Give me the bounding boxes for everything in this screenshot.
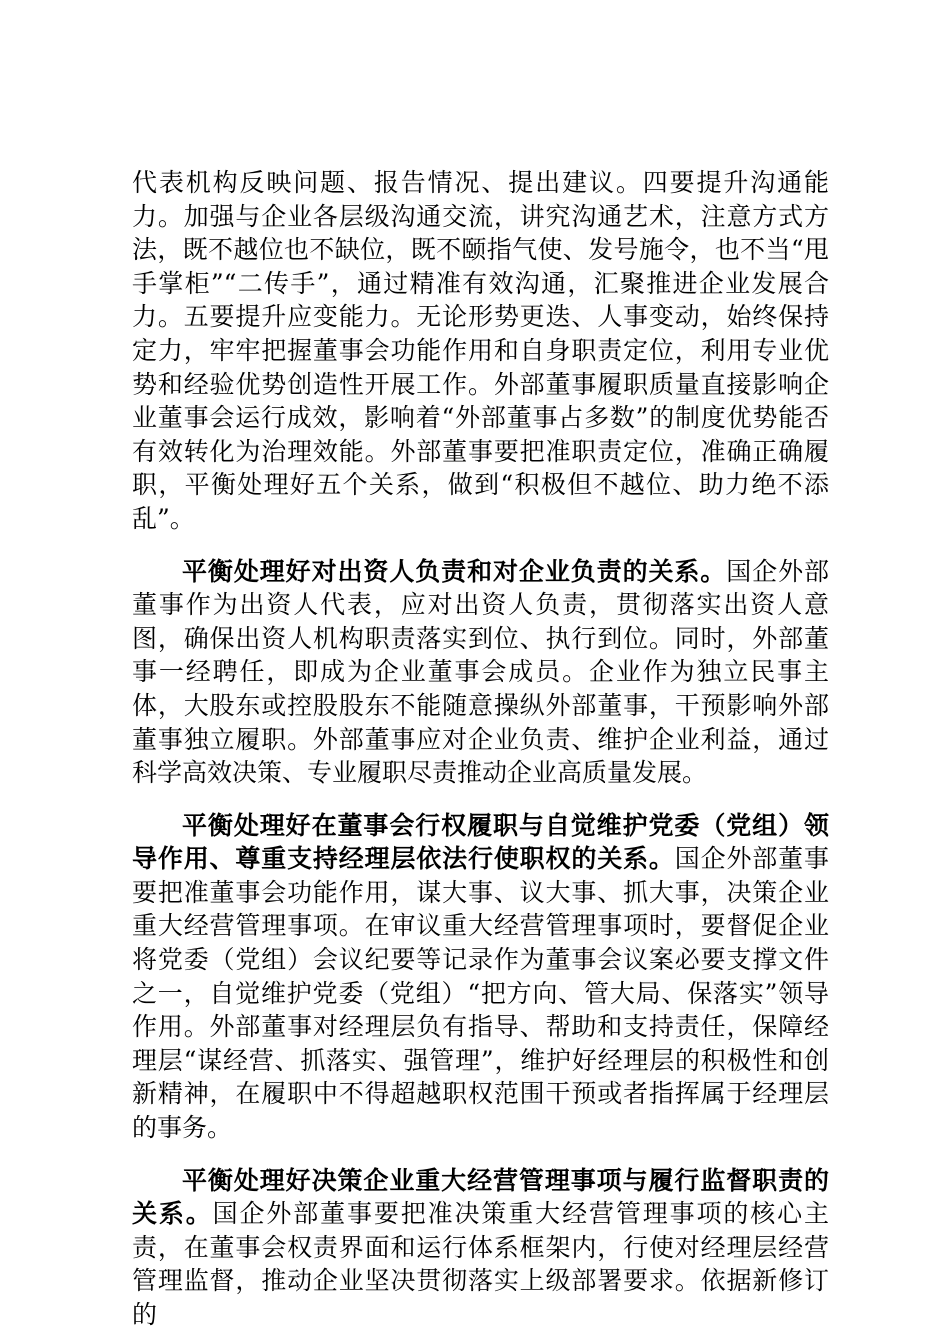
paragraph-text: 国企外部董事作为出资人代表，应对出资人负责，贯彻落实出资人意图，确保出资人机构职责落实到位、执行到位。同时，外部董事一经聘任，即成为企业董事会成员。企业作为独立民事主体，大股东或控股股东不能随意操纵外部董事，干预影响外部董事独立履职。外部董事应对企业负责、维护企业利益，通过科学高效决策、专业履职尽责推动企业高质量发展。 (132, 556, 829, 788)
paragraph-text: 国企外部董事要把准董事会功能作用，谋大事、议大事、抓大事，决策企业重大经营管理事项。在审议重大经营管理事项时，要督促企业将党委（党组）会议纪要等记录作为董事会议案必要支撑文件之一，自觉维护党委（党组）“把方向、管大局、保落实”领导作用。外部董事对经理层负有指导、帮助和支持责任，保障经理层“谋经营、抓落实、强管理”，维护好经理层的积极性和创新精神，在履职中不得超越职权范围干预或者指挥属于经理层的事务。 (132, 844, 829, 1143)
paragraph-text: 国企外部董事要把准决策重大经营管理事项的核心主责，在董事会权责界面和运行体系框架内，行使对经理层经营管理监督，推动企业坚决贯彻落实上级部署要求。依据新修订的 (132, 1199, 829, 1329)
paragraph-continued (132, 166, 829, 536)
paragraph-text: 代表机构反映问题、报告情况、提出建议。四要提升沟通能力。加强与企业各层级沟通交流，讲究沟通艺术，注意方式方法，既不越位也不缺位，既不颐指气使、发号施令，也不当“甩手掌柜”“二传手”，通过精准有效沟通，汇聚推进企业发展合力。五要提升应变能力。无论形势更迭、人事变动，始终保持定力，牢牢把握董事会功能作用和自身职责定位，利用专业优势和经验优势创造性开展工作。外部董事履职质量直接影响企业董事会运行成效，影响着“外部董事占多数”的制度优势能否有效转化为治理效能。外部董事要把准职责定位，准确正确履职，平衡处理好五个关系，做到“积极但不越位、助力绝不添乱”。 (132, 168, 829, 533)
paragraph-heading: 平衡处理好决策企业重大经营管理事项与履行监督职责的关系。 (132, 1165, 829, 1229)
paragraph-heading: 平衡处理好对出资人负责和对企业负责的关系。 (182, 556, 727, 586)
document-body (132, 166, 829, 1332)
paragraph-heading: 平衡处理好在董事会行权履职与自觉维护党委（党组）领导作用、尊重支持经理层依法行使职权的关系。 (132, 810, 829, 874)
paragraph-board-party-management (132, 809, 829, 1145)
paragraph-investor-enterprise (132, 555, 829, 790)
paragraph-decision-supervision (132, 1164, 829, 1332)
